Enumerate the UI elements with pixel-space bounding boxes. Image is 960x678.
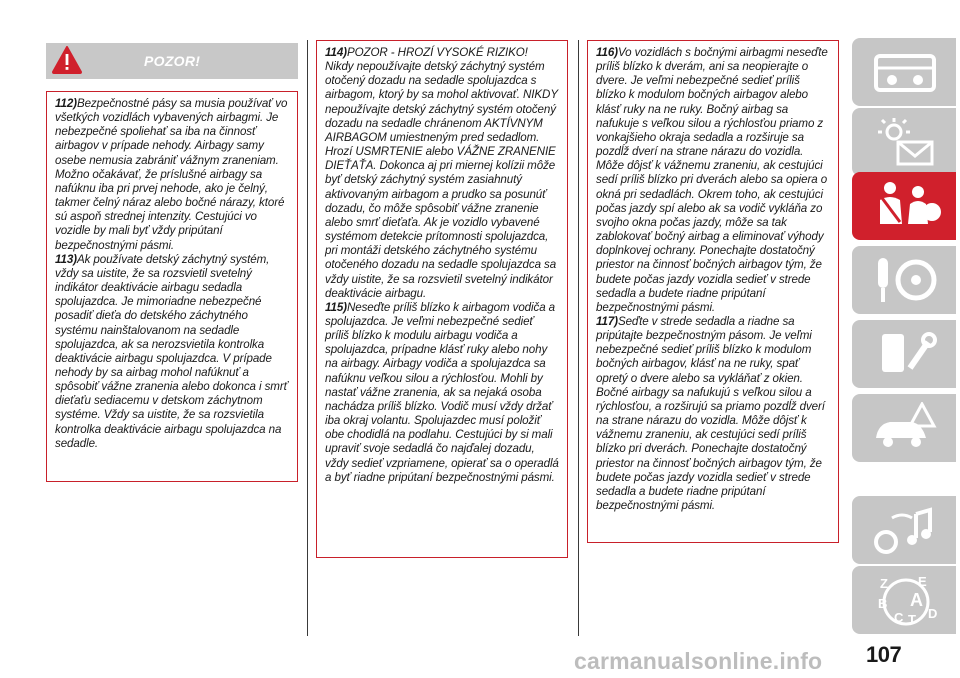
note-number: 112) [55, 97, 77, 110]
car-warning-icon [872, 402, 938, 454]
column-rule-1 [307, 40, 308, 636]
svg-text:T: T [908, 612, 916, 626]
note-113 [55, 253, 289, 451]
note-number: 114) [325, 46, 347, 59]
note-114 [325, 46, 559, 301]
svg-text:B: B [878, 596, 888, 611]
note-text: Vo vozidlách s bočnými airbagmi neseďte príliš blízko k dverám, ani sa neopierajte o dvere. Je veľmi nebezpečné sedieť príliš blízko k modulom bočných airbagov alebo klásť ruky na ne ruky. Bočný airbag sa nafukuje s veľkou silou a rýchlosťou priamo z vonkajšieho okraja sedadla a rozširuje sa pozdĺž dverí na strane nárazu do vozidla. Môže dôjsť k vážnemu zraneniu, ak cestujúci sedí príliš blízko pri dverách alebo sa opiera o okná pri sedadlách. Okrem toho, ak cestujúci počas jazdy spí alebo ak sa vodič vykláňa zo svojho okna počas jazdy, môže sa tak zablokovať bočný airbag a eliminovať výhody doplnkovej ochrany. Ponechajte dostatočný priestor na činnosť bočných airbagov tým, že budete počas jazdy vozidla sedieť v strede sedadla a budete riadne pripútaní bezpečnostnými pásmi. [596, 46, 828, 314]
note-112 [55, 97, 289, 253]
warning-title: POZOR! [144, 53, 201, 69]
note-number: 115) [325, 300, 347, 314]
warning-light-mail-icon [872, 116, 938, 168]
sidebar-tab-starting-driving[interactable] [852, 246, 956, 314]
note-text: Seďte v strede sedadla a riadne sa pripútajte bezpečnostným pásom. Je veľmi nebezpečné sedieť príliš blízko k modulom bočných airbagov, klásť na ne ruky, spať opretý o dvere alebo sa vykláňať z okien. Bočné airbagy sa nafukujú s veľkou silou a rýchlosťou, a rozširujú sa priamo pozdĺž dverí na strane nárazu do vozidla. Môže dôjsť k vážnemu zraneniu, ak cestujúci sedí príliš blízko pri dverách. Ponechajte dostatočný priestor na činnosť bočných airbagov tým, že budete počas jazdy vozidla sedieť v strede sedadla a budete riadne pripútaní bezpečnostnými pásmi. [596, 314, 825, 512]
svg-text:E: E [918, 574, 927, 589]
seatbelt-airbag-icon [872, 180, 942, 232]
svg-text:D: D [928, 606, 938, 621]
note-115 [325, 301, 559, 485]
warning-triangle-icon [52, 46, 82, 74]
warning-box-1 [46, 91, 298, 482]
fuel-wrench-icon [872, 328, 938, 380]
dashboard-icon [872, 46, 938, 98]
watermark: carmanualsonline.info [574, 648, 823, 674]
sidebar-tab-dashboard[interactable] [852, 38, 956, 106]
sidebar-tab-safety[interactable] [852, 172, 956, 240]
note-text: Ak používate detský záchytný systém, vždy sa uistite, že sa rozsvietil svetelný indikátor deaktivácie airbagu sedadla spolujazdca. Je mimoriadne nebezpečné posadiť dieťa do detského záchytného systému nainštalovanom na sedadle spolujazdca, ak sa nerozsvietila kontrolka deaktivácie airbagu spolujazdca. V prípade nehody by sa airbag mohol nafúknuť a spôsobiť vážne zranenia alebo dokonca i smrť dieťaťu sediacemu v detskom záchytnom systéme. Vždy sa uistite, že sa rozsvietila kontrolka deaktivácie airbagu spolujazdca na sedadle. [55, 252, 288, 450]
note-number: 113) [55, 252, 77, 266]
column-rule-2 [578, 40, 579, 636]
warning-box-2 [316, 40, 568, 558]
alphabet-index-icon [872, 574, 938, 626]
note-number: 117) [596, 314, 618, 328]
sidebar-tab-maintenance[interactable] [852, 320, 956, 388]
note-text: POZOR - HROZÍ VYSOKÉ RIZIKO! Nikdy nepoužívajte detský záchytný systém otočený dozadu na sedadle spolujazdca s airbagom, ktorý by sa mohol aktivovať. NIKDY nepoužívajte detský záchytný systém otočený dozadu na sedadle chránenom AKTÍVNYM AIRBAGOM umiestneným pred sedadlom. Hrozí USMRTENIE alebo VÁŽNE ZRANENIE DIEŤAŤA. Dokonca aj pri miernej kolízii môže byť detský záchytný systém zasiahnutý aktivovaným airbagom a prudko sa posunúť dozadu, čo môže spôsobiť vážne zranenie alebo smrť dieťaťa. Ak je vozidlo vybavené systémom detekcie prítomnosti spolujazdca, pri montáži detského záchytného systému otočeného dozadu na sedadle spolujazdca sa vždy uistite, že sa rozsvietil svetelný indikátor deaktivácie airbagu. [325, 46, 558, 300]
note-text: Neseďte príliš blízko k airbagom vodiča a spolujazdca. Je veľmi nebezpečné sedieť príliš blízko k modulu airbagu vodiča a spolujazdca, prípadne klásť ruky alebo nohy na airbagy. Airbagy vodiča a spolujazdca sa nafúknu veľkou silou a rýchlosťou. Mohli by nastať vážne zranenia, ak sa nejaká osoba nachádza príliš blízko. Vodič musí vždy držať iba okraj volantu. Spolujazdec musí položiť obe chodidlá na podlahu. Cestujúci by si mali upraviť svoje sedadlá čo najďalej dozadu, vždy sedieť vzpriamene, opierať sa o operadlá a byť riadne pripútaní bezpečnostnými pásmi. [325, 300, 559, 484]
svg-text:A: A [910, 590, 923, 610]
multimedia-icon [872, 504, 938, 556]
warning-box-3 [587, 40, 839, 543]
page-number: 107 [866, 642, 902, 667]
sidebar-tab-multimedia[interactable] [852, 496, 956, 564]
sidebar-tab-warning-lights[interactable] [852, 108, 956, 176]
note-text: Bezpečnostné pásy sa musia používať vo všetkých vozidlách vybavených airbagmi. Je nebezpečné spoliehať sa iba na činnosť airbagov v prípade nehody. Airbagy samy osebe nemusia zabrániť vážnym zraneniam. Možno očakávať, že príslušné airbagy sa nafúknu iba pri prvej nehode, ako je čelný, takmer čelný náraz alebo bočné nárazy, ktoré sú aspoň strednej intenzity. Cestujúci vo vozidle by mali byť vždy pripútaní bezpečnostnými pásmi. [55, 97, 288, 252]
note-116 [596, 46, 830, 315]
sidebar-tab-emergency[interactable] [852, 394, 956, 462]
key-steering-wheel-icon [872, 254, 938, 306]
warning-header [46, 43, 298, 79]
svg-text:C: C [894, 610, 904, 625]
svg-text:Z: Z [880, 576, 888, 591]
sidebar-tab-index[interactable] [852, 566, 956, 634]
note-117 [596, 315, 830, 513]
note-number: 116) [596, 46, 618, 59]
